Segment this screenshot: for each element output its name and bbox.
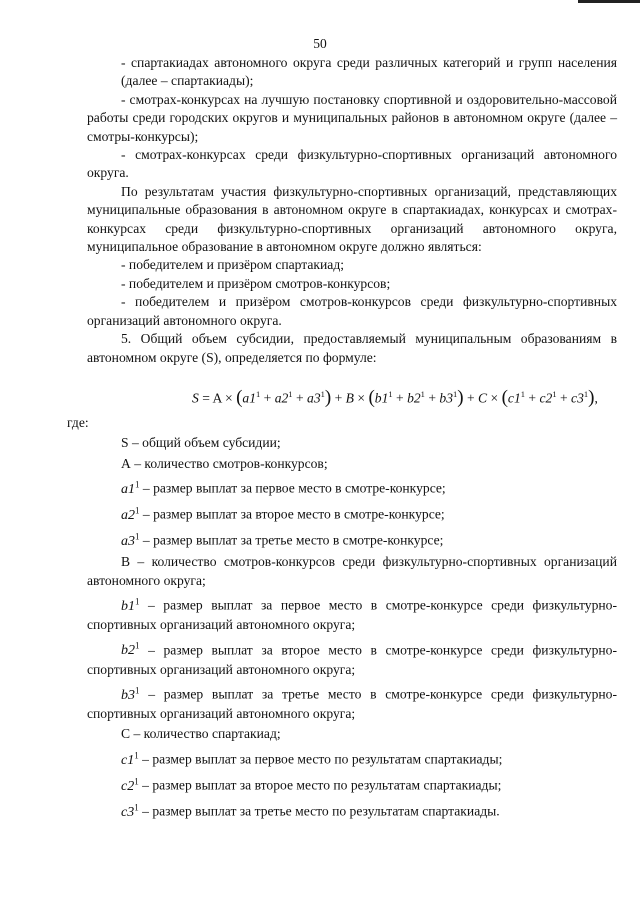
formula-exp: 1 — [452, 388, 458, 399]
formula-b1: b1 — [374, 390, 389, 406]
paren-open: ( — [236, 387, 243, 409]
formula-exp: 1 — [420, 388, 425, 399]
definition-text: – размер выплат за третье место по результатам спартакиады. — [142, 803, 500, 819]
page-number: 50 — [313, 36, 327, 51]
definition-b: В – количество смотров-конкурсов среди физкультурно-спортивных организаций автономного округа; — [87, 554, 617, 588]
definition-c2 — [87, 772, 617, 796]
definition-text: – размер выплат за первое место в смотре-конкурсе; — [142, 480, 446, 496]
list-item: - смотрах-конкурсах на лучшую постановку спортивной и оздоровительно-массовой работы среди городских округов и муниципальных районов в автономном округе (далее – смотры-конкурсы); — [87, 91, 617, 144]
formula-exp: 1 — [520, 388, 525, 399]
list-item: - победителем и призёром смотров-конкурсов среди физкультурно-спортивных организаций автономного округа. — [87, 294, 617, 328]
formula-plus: + — [292, 390, 308, 406]
definition-text: – размер выплат за первое место по результатам спартакиады; — [142, 751, 503, 767]
formula-plus: + — [463, 390, 479, 406]
formula-plus: + — [424, 390, 440, 406]
formula-plus: + — [525, 390, 540, 406]
definition-a1 — [87, 475, 617, 499]
definition-text: – размер выплат за первое место в смотре-конкурсе среди физкультурно-спортивных организаций автономного округа; — [87, 597, 618, 633]
formula-b3: b3 — [439, 390, 453, 406]
definition-a3 — [87, 527, 617, 551]
paren-close: ) — [588, 387, 595, 409]
formula-plus: + — [556, 390, 572, 406]
symbol-b1: $b1^1$ — [121, 596, 140, 614]
formula-a1: a1 — [242, 390, 256, 406]
symbol-a1: $a1^1$ — [121, 479, 140, 497]
formula-eq: = — [198, 390, 213, 406]
symbol-c1: $c1^1$ — [121, 749, 139, 768]
formula-c: C — [478, 390, 488, 406]
formula-c1: c1 — [507, 390, 521, 406]
definition-text: – размер выплат за второе место по результатам спартакиады; — [142, 777, 502, 793]
definition-b3 — [87, 681, 617, 723]
formula-exp: 1 — [288, 388, 293, 399]
symbol-b2: $b2^1$ — [121, 640, 140, 659]
definition-c: С – количество спартакиад; — [121, 726, 281, 742]
where-label: где: — [67, 414, 89, 430]
definition-b2 — [87, 637, 617, 679]
definition-text: – размер выплат за второе место в смотре-конкурсе среди физкультурно-спортивных организаций автономного округа; — [87, 642, 617, 677]
results-paragraph: По результатам участия физкультурно-спортивных организаций, представляющих муниципальные образования в автономном округе в спартакиадах, конкурсах и смотрах-конкурсах среди физкультурно-спортивных организаций автономного округа, муниципальное образование в автономном округе должно являться: — [87, 183, 617, 255]
document-body — [67, 54, 618, 824]
formula-plus: + — [392, 390, 408, 406]
formula-end: , — [594, 390, 598, 406]
clause-5: 5. Общий объем субсидии, предоставляемый муниципальным образованиям в автономном округе (S), определяется по формуле: — [87, 331, 617, 365]
paren-close: ) — [324, 387, 332, 409]
formula-exp: 1 — [320, 388, 325, 399]
formula-a3: a3 — [307, 390, 321, 406]
symbol-a2: $a2^1$ — [121, 505, 140, 523]
formula-c2: c2 — [539, 390, 553, 406]
formula-exp: 1 — [552, 388, 557, 399]
symbol-b3: $b3^1$ — [121, 685, 140, 703]
definition-c3 — [87, 798, 617, 822]
paren-close: ) — [457, 387, 464, 409]
subsidy-formula — [192, 385, 617, 408]
formula-a: A — [212, 390, 222, 406]
list-item: - победителем и призёром смотров-конкурсов; — [121, 275, 391, 291]
list-item: - смотрах-конкурсах среди физкультурно-спортивных организаций автономного округа. — [87, 147, 617, 181]
formula-plus: + — [260, 390, 275, 406]
formula-exp: 1 — [583, 388, 589, 399]
formula-times: × — [221, 390, 237, 406]
definition-text: – размер выплат за третье место в смотре-конкурсе среди физкультурно-спортивных организаций автономного округа; — [87, 686, 617, 722]
definition-text: – размер выплат за третье место в смотре-конкурсе; — [142, 532, 444, 548]
corner-mark — [578, 0, 640, 3]
symbol-c3: $c3^1$ — [121, 802, 139, 820]
formula-s: S — [192, 390, 199, 406]
formula-exp: 1 — [255, 388, 261, 399]
list-item: - победителем и призёром спартакиад; — [121, 257, 345, 273]
list-item: - спартакиадах автономного округа среди различных категорий и групп населения (далее – спартакиады); — [121, 55, 617, 89]
symbol-c2: $c2^1$ — [121, 775, 139, 794]
definition-s: S – общий объем субсидии; — [121, 435, 281, 451]
paren-open: ( — [501, 387, 508, 409]
definition-text: – размер выплат за второе место в смотре-конкурсе; — [142, 506, 445, 522]
definition-b1 — [87, 592, 617, 634]
paren-open: ( — [368, 387, 375, 409]
definition-a2 — [87, 501, 617, 525]
formula-b2: b2 — [407, 390, 421, 406]
formula-plus: + — [331, 390, 346, 406]
definition-a: А – количество смотров-конкурсов; — [121, 455, 328, 471]
symbol-a3: $a3^1$ — [121, 531, 140, 549]
formula-times: × — [353, 390, 369, 406]
formula-times: × — [487, 390, 502, 406]
formula-b: B — [345, 390, 354, 406]
definition-c1 — [87, 746, 617, 770]
formula-exp: 1 — [388, 388, 393, 399]
formula-c3: c3 — [571, 390, 584, 406]
formula-a2: a2 — [274, 390, 289, 406]
